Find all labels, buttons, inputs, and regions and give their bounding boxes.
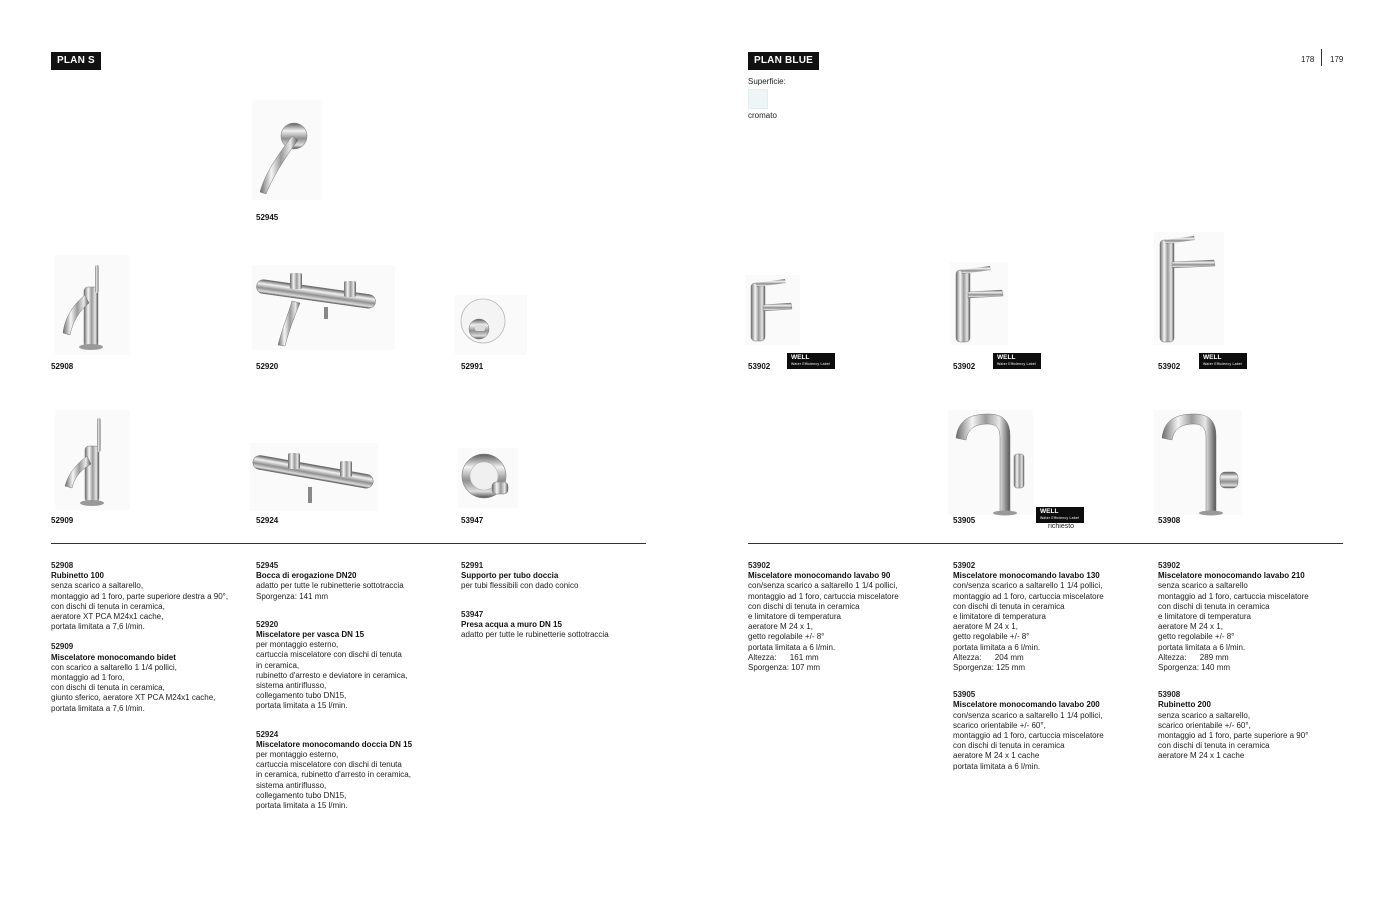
description-code: 53947 [461, 609, 484, 619]
description-line: Sporgenza: 125 mm [953, 663, 1026, 673]
product-image-53902-90 [745, 275, 800, 345]
text: WELL [1040, 508, 1059, 515]
description-line: con dischi di tenuta in ceramica, [51, 601, 165, 611]
product-code: 53902 [953, 362, 976, 371]
description-line: collegamento tubo DN15, [256, 691, 347, 701]
well-richiesto-note: richiesto [1048, 523, 1075, 530]
description-title: Miscelatore monocomando lavabo 210 [1158, 571, 1305, 581]
section-divider-left [51, 543, 646, 544]
description-title: Miscelatore monocomando lavabo 200 [953, 700, 1100, 710]
faucet-photo-icon [250, 443, 378, 511]
text: Water Efficiency Label [1040, 516, 1080, 520]
description-line: rubinetto d'arresto e deviatore in ceramica, [256, 670, 408, 680]
description-code: 52908 [51, 561, 74, 570]
description-line: adatto per tutte le rubinetterie sottotraccia [461, 630, 609, 640]
description-line: portata limitata a 6 l/min. [748, 642, 836, 652]
series-tag-plan-s: PLAN S [51, 52, 101, 70]
description-line: con/senza scarico a saltarello 1 1/4 pollici, [953, 710, 1103, 720]
product-code: 53908 [1158, 516, 1181, 525]
well-label-icon [787, 353, 835, 369]
series-tag-plan-blue: PLAN BLUE [748, 52, 819, 70]
description-line: Altezza: 161 mm [748, 652, 819, 662]
product-image-53905 [948, 410, 1033, 515]
faucet-photo-icon [252, 265, 395, 350]
description-52945 [256, 561, 446, 602]
description-53902-90 [748, 561, 938, 673]
description-53905 [953, 690, 1143, 772]
description-code: 52920 [256, 619, 279, 629]
description-line: aeratore M 24 x 1 cache [1158, 751, 1245, 761]
description-line: portata limitata a 6 l/min. [953, 761, 1041, 771]
product-code: 53905 [953, 516, 976, 525]
faucet-photo-icon [950, 262, 1008, 345]
description-code: 53905 [953, 690, 976, 700]
description-line: con/senza scarico a saltarello 1 1/4 pollici, [953, 581, 1103, 591]
product-image-53902-210 [1154, 232, 1224, 345]
description-column-3 [461, 561, 651, 650]
faucet-photo-icon [55, 255, 130, 355]
description-line: per montaggio esterno, [256, 750, 339, 760]
faucet-photo-icon [1154, 232, 1224, 345]
product-code: 53947 [461, 516, 484, 525]
description-52991 [461, 561, 651, 592]
description-line: portata limitata a 6 l/min. [953, 642, 1041, 652]
text: WELL [997, 354, 1016, 361]
description-52920 [256, 620, 446, 712]
page-number-left: 178 [1301, 55, 1315, 64]
product-image-53908 [1154, 410, 1242, 515]
text: WELL [1203, 354, 1222, 361]
description-line: con dischi di tenuta in ceramica [1158, 741, 1270, 751]
faucet-photo-icon [745, 275, 800, 345]
description-line: aeratore M 24 x 1, [953, 622, 1018, 632]
description-title: Supporto per tubo doccia [461, 571, 559, 581]
description-line: con/senza scarico a saltarello 1 1/4 pollici, [748, 581, 898, 591]
description-line: montaggio ad 1 foro, cartuccia miscelatore [953, 591, 1104, 601]
surface-label: Superficie: [748, 77, 786, 86]
product-code: 52991 [461, 362, 484, 371]
description-title: Miscelatore monocomando doccia DN 15 [256, 739, 413, 749]
description-title: Bocca di erogazione DN20 [256, 571, 357, 581]
description-line: Sporgenza: 107 mm [748, 663, 821, 673]
description-52924 [256, 730, 446, 812]
product-image-53902-130 [950, 262, 1008, 345]
description-line: in ceramica, [256, 660, 300, 670]
product-image-52920 [252, 265, 395, 350]
product-code: 52924 [256, 516, 279, 525]
page-number-separator [1321, 49, 1322, 66]
description-code: 52945 [256, 561, 279, 570]
description-line: Sporgenza: 141 mm [256, 591, 329, 601]
description-line: montaggio ad 1 foro, parte superiore a 90° [1158, 731, 1309, 741]
description-line: scarico orientabile +/- 60°, [953, 720, 1046, 730]
description-line: e limitatore di temperatura [953, 612, 1046, 622]
description-line: e limitatore di temperatura [748, 612, 841, 622]
description-column-1 [51, 561, 241, 724]
description-line: con dischi di tenuta in ceramica [748, 601, 860, 611]
section-divider-right [748, 543, 1343, 544]
product-code: 52908 [51, 362, 74, 371]
description-line: portata limitata a 15 l/min. [256, 701, 348, 711]
description-53902-130 [953, 561, 1143, 673]
description-line: cartuccia miscelatore con dischi di tenuta [256, 760, 402, 770]
faucet-photo-icon [455, 295, 527, 355]
description-line: senza scarico a saltarello, [51, 581, 144, 591]
description-line: montaggio ad 1 foro, cartuccia miscelatore [748, 591, 899, 601]
description-title: Miscelatore monocomando bidet [51, 652, 176, 662]
description-column-4 [748, 561, 938, 683]
description-line: sistema antiriflusso, [256, 681, 327, 691]
description-line: con dischi di tenuta in ceramica [1158, 601, 1270, 611]
well-label-icon [993, 353, 1041, 369]
description-code: 52924 [256, 729, 279, 739]
description-line: cartuccia miscelatore con dischi di tenuta [256, 650, 402, 660]
product-image-52924 [250, 443, 378, 511]
description-line: getto regolabile +/- 8° [1158, 632, 1235, 642]
faucet-photo-icon [458, 448, 518, 508]
description-line: adatto per tutte le rubinetterie sottotraccia [256, 581, 404, 591]
description-line: Sporgenza: 140 mm [1158, 663, 1231, 673]
faucet-photo-icon [948, 410, 1033, 515]
text: Water Efficiency Label [791, 362, 831, 366]
description-line: Altezza: 289 mm [1158, 652, 1229, 662]
description-line: montaggio ad 1 foro, cartuccia miscelatore [953, 731, 1104, 741]
description-53947 [461, 610, 651, 641]
description-line: sistema antiriflusso, [256, 780, 327, 790]
description-line: portata limitata a 7,6 l/min. [51, 622, 145, 632]
description-column-5 [953, 561, 1143, 782]
description-column-2 [256, 561, 446, 821]
description-title: Rubinetto 200 [1158, 700, 1211, 710]
product-code: 52909 [51, 516, 74, 525]
surface-swatch-cromato [748, 89, 768, 109]
description-code: 53908 [1158, 690, 1181, 700]
description-53902-210 [1158, 561, 1348, 673]
faucet-photo-icon [55, 410, 130, 510]
description-title: Presa acqua a muro DN 15 [461, 619, 562, 629]
text: WELL [791, 354, 810, 361]
description-code: 53902 [1158, 561, 1181, 570]
description-line: montaggio ad 1 foro, [51, 673, 125, 683]
description-line: e limitatore di temperatura [1158, 612, 1251, 622]
description-title: Miscelatore monocomando lavabo 130 [953, 571, 1100, 581]
description-line: scarico orientabile +/- 60°, [1158, 720, 1251, 730]
description-line: aeratore M 24 x 1, [1158, 622, 1223, 632]
description-line: montaggio ad 1 foro, cartuccia miscelatore [1158, 591, 1309, 601]
product-code: 53902 [1158, 362, 1181, 371]
product-code: 52920 [256, 362, 279, 371]
description-line: aeratore XT PCA M24x1 cache, [51, 612, 164, 622]
text: Water Efficiency Label [1203, 362, 1243, 366]
description-line: getto regolabile +/- 8° [748, 632, 825, 642]
description-line: per montaggio esterno, [256, 640, 339, 650]
description-line: portata limitata a 7,6 l/min. [51, 703, 145, 713]
description-line: senza scarico a saltarello [1158, 581, 1248, 591]
description-line: getto regolabile +/- 8° [953, 632, 1030, 642]
description-line: in ceramica, rubinetto d'arresto in ceramica, [256, 770, 411, 780]
description-line: aeratore M 24 x 1 cache [953, 751, 1040, 761]
description-line: collegamento tubo DN15, [256, 790, 347, 800]
product-code: 53902 [748, 362, 771, 371]
product-image-53947 [458, 448, 518, 508]
description-line: senza scarico a saltarello, [1158, 710, 1251, 720]
product-code: 52945 [256, 213, 279, 222]
product-image-52909 [55, 410, 130, 510]
description-title: Miscelatore monocomando lavabo 90 [748, 571, 891, 581]
surface-finish-label: cromato [748, 111, 777, 120]
description-column-6 [1158, 561, 1348, 772]
page-number-right: 179 [1330, 55, 1344, 64]
faucet-photo-icon [1154, 410, 1242, 515]
description-code: 53902 [748, 561, 771, 570]
description-title: Rubinetto 100 [51, 571, 104, 581]
description-line: con dischi di tenuta in ceramica, [51, 683, 165, 693]
description-52909 [51, 642, 241, 713]
description-code: 52991 [461, 561, 484, 570]
description-code: 52909 [51, 642, 74, 652]
description-title: Miscelatore per vasca DN 15 [256, 630, 365, 640]
description-line: portata limitata a 6 l/min. [1158, 642, 1246, 652]
description-code: 53902 [953, 561, 976, 570]
text: Water Efficiency Label [997, 362, 1037, 366]
product-image-52991 [455, 295, 527, 355]
well-label-icon [1036, 507, 1084, 523]
description-line: Altezza: 204 mm [953, 652, 1024, 662]
product-image-52945 [252, 100, 322, 200]
description-line: con dischi di tenuta in ceramica [953, 601, 1065, 611]
description-line: montaggio ad 1 foro, parte superiore destra a 90°, [51, 591, 229, 601]
faucet-photo-icon [252, 100, 322, 200]
description-line: portata limitata a 15 l/min. [256, 801, 348, 811]
product-image-52908 [55, 255, 130, 355]
well-label-icon [1199, 353, 1247, 369]
description-line: giunto sferico, aeratore XT PCA M24x1 cache, [51, 693, 216, 703]
description-line: con scarico a saltarello 1 1/4 pollici, [51, 662, 177, 672]
description-line: per tubi flessibili con dado conico [461, 581, 579, 591]
description-line: aeratore M 24 x 1, [748, 622, 813, 632]
description-line: con dischi di tenuta in ceramica [953, 741, 1065, 751]
description-52908 [51, 561, 241, 632]
description-53908 [1158, 690, 1348, 761]
